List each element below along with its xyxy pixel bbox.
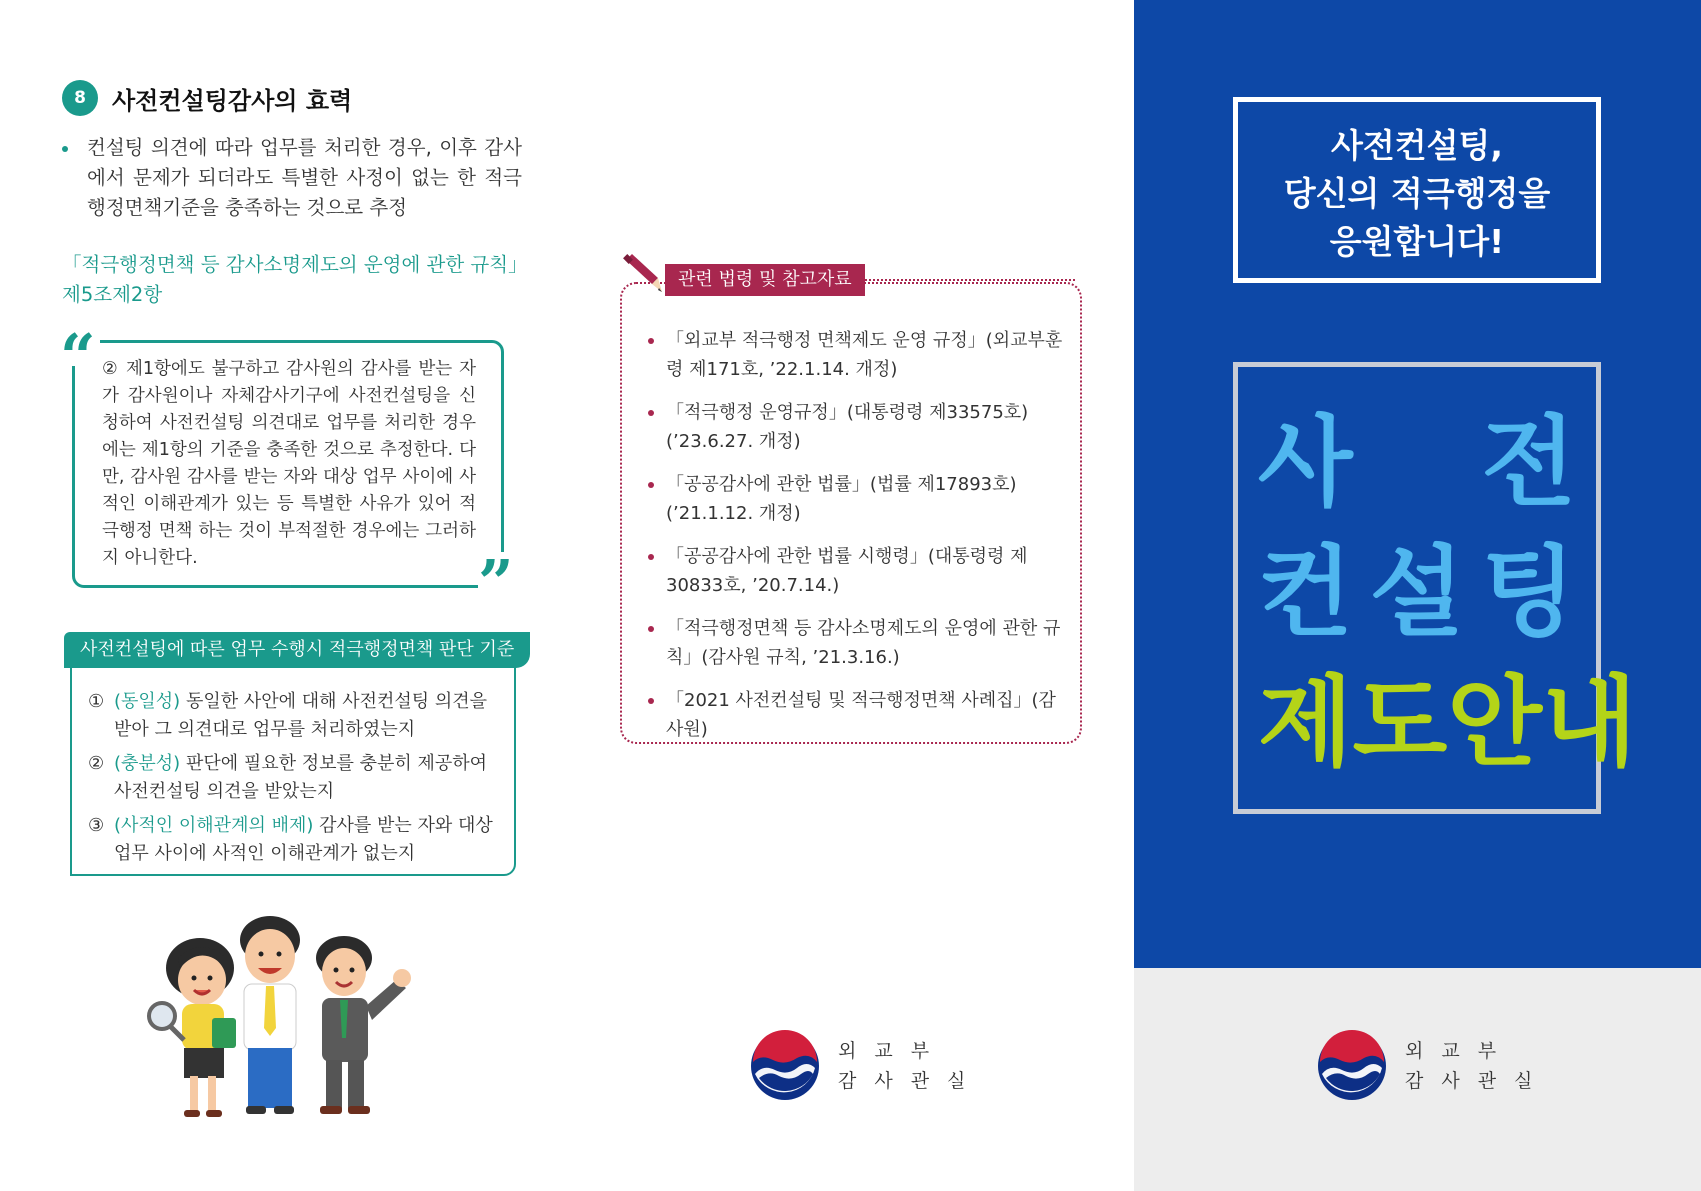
cover-title-row — [1258, 408, 1576, 518]
effect-bullet — [62, 133, 522, 223]
bullet-dot-icon — [648, 338, 654, 344]
slogan-line: 응원합니다! — [1329, 222, 1505, 261]
open-quote-icon: “ — [60, 326, 100, 366]
criteria-text: 동일한 사안에 대해 사전컨설팅 의견을 받아 그 의견대로 업무를 처리하였는지 — [114, 691, 488, 740]
org-dept: 감사관실 — [838, 1070, 984, 1092]
law-reference-article: 제5조제2항 — [62, 283, 163, 306]
section-number-badge: 8 — [62, 80, 98, 116]
bullet-dot-icon — [648, 482, 654, 488]
cover-title-char: 설 — [1369, 536, 1465, 650]
cover-title-char: 사 — [1258, 406, 1353, 520]
slogan-line: 당신의 적극행정을 — [1283, 174, 1551, 213]
woman-figure — [149, 938, 236, 1117]
man-center-figure — [240, 916, 300, 1114]
criteria-item: ① (동일성) 동일한 사안에 대해 사전컨설팅 의견을 받아 그 의견대로 업무를 처리하였는지 — [88, 691, 488, 740]
law-reference-title: 「적극행정면책 등 감사소명제도의 운영에 관한 규칙」 — [62, 253, 528, 276]
cover-title-char: 컨 — [1258, 536, 1353, 650]
bullet-dot-icon — [62, 146, 68, 152]
cover-title-char: 도 — [1352, 666, 1448, 780]
taegeuk-emblem-icon — [749, 1030, 821, 1102]
cover-title-char: 안 — [1447, 666, 1543, 780]
slogan — [1233, 122, 1601, 266]
bullet-dot-icon — [648, 410, 654, 416]
three-inspectors-illustration — [140, 898, 440, 1123]
cover-title-char: 내 — [1542, 666, 1637, 780]
effect-bullet-text: 컨설팅 의견에 따라 업무를 처리한 경우, 이후 감사에서 문제가 되더라도 특별한 사정이 없는 한 적극행정면책기준을 충족하는 것으로 추정 — [87, 136, 522, 219]
cover-title-char: 팅 — [1481, 536, 1576, 650]
reference-item: 「적극행정면책 등 감사소명제도의 운영에 관한 규칙」(감사원 규칙, ’21.3.16.) — [648, 614, 1063, 672]
references-list — [648, 326, 1063, 758]
section-title: 사전컨설팅감사의 효력 — [112, 86, 353, 115]
org-label-middle — [838, 1036, 983, 1096]
taegeuk-emblem-icon — [1316, 1030, 1388, 1102]
org-label-cover — [1405, 1036, 1550, 1096]
reference-item: 「공공감사에 관한 법률」(법률 제17893호) (’21.1.12. 개정) — [648, 470, 1063, 528]
man-right-figure — [316, 936, 411, 1114]
criteria-key: (충분성) — [114, 753, 181, 774]
cover-title-char: 전 — [1481, 406, 1576, 520]
bullet-dot-icon — [648, 626, 654, 632]
criteria-text: 감사를 받는 자와 대상 업무 사이에 사적인 이해관계가 없는지 — [114, 815, 493, 864]
bullet-dot-icon — [648, 698, 654, 704]
cover-title-char: 제 — [1258, 666, 1353, 780]
references-title: 관련 법령 및 참고자료 — [665, 264, 865, 296]
org-name: 외교부 — [838, 1040, 948, 1062]
criteria-key: (사적인 이해관계의 배제) — [114, 815, 314, 836]
close-quote-icon: ” — [478, 552, 518, 592]
reference-item: 「적극행정 운영규정」(대통령령 제33575호)(’23.6.27. 개정) — [648, 398, 1063, 456]
criteria-item: ② (충분성) 판단에 필요한 정보를 충분히 제공하여 사전컨설팅 의견을 받았는지 — [88, 753, 488, 802]
criteria-title: 사전컨설팅에 따른 업무 수행시 적극행정면책 판단 기준 — [64, 632, 530, 668]
section-heading — [62, 80, 352, 116]
bullet-dot-icon — [648, 554, 654, 560]
cover-title-row — [1258, 666, 1637, 780]
law-reference — [62, 250, 532, 310]
criteria-key: (동일성) — [114, 691, 181, 712]
criteria-text: 판단에 필요한 정보를 충분히 제공하여 사전컨설팅 의견을 받았는지 — [114, 753, 488, 802]
cover-title-row — [1258, 538, 1576, 648]
quote-text: ② 제1항에도 불구하고 감사원의 감사를 받는 자가 감사원이나 자체감사기구에 사전컨설팅을 신청하여 사전컨설팅 의견대로 업무를 처리한 경우에는 제1항의 기준을 충족한 것으로 추정한다. 다만, 감사원 감사를 받는 자와 대상 업무 사이에 사적인 이해관계가 있는 등 특별한 사유가 있어 적극행정 면책 하는 것이 부적절한 경우에는 그러하지 아니한다. — [102, 359, 476, 568]
org-dept: 감사관실 — [1405, 1070, 1551, 1092]
criteria-item: ③ (사적인 이해관계의 배제) 감사를 받는 자와 대상 업무 사이에 사적인 이해관계가 없는지 — [88, 815, 493, 864]
reference-item: 「공공감사에 관한 법률 시행령」(대통령령 제30833호, ’20.7.14.) — [648, 542, 1063, 600]
pencil-icon — [622, 254, 666, 294]
reference-item: 「2021 사전컨설팅 및 적극행정면책 사례집」(감사원) — [648, 686, 1063, 744]
reference-item: 「외교부 적극행정 면책제도 운영 규정」(외교부훈령 제171호, ’22.1.14. 개정) — [648, 326, 1063, 384]
references-dotted-rule — [845, 279, 1075, 281]
slogan-line: 사전컨설팅, — [1331, 126, 1503, 165]
criteria-list — [88, 688, 502, 874]
org-name: 외교부 — [1405, 1040, 1515, 1062]
